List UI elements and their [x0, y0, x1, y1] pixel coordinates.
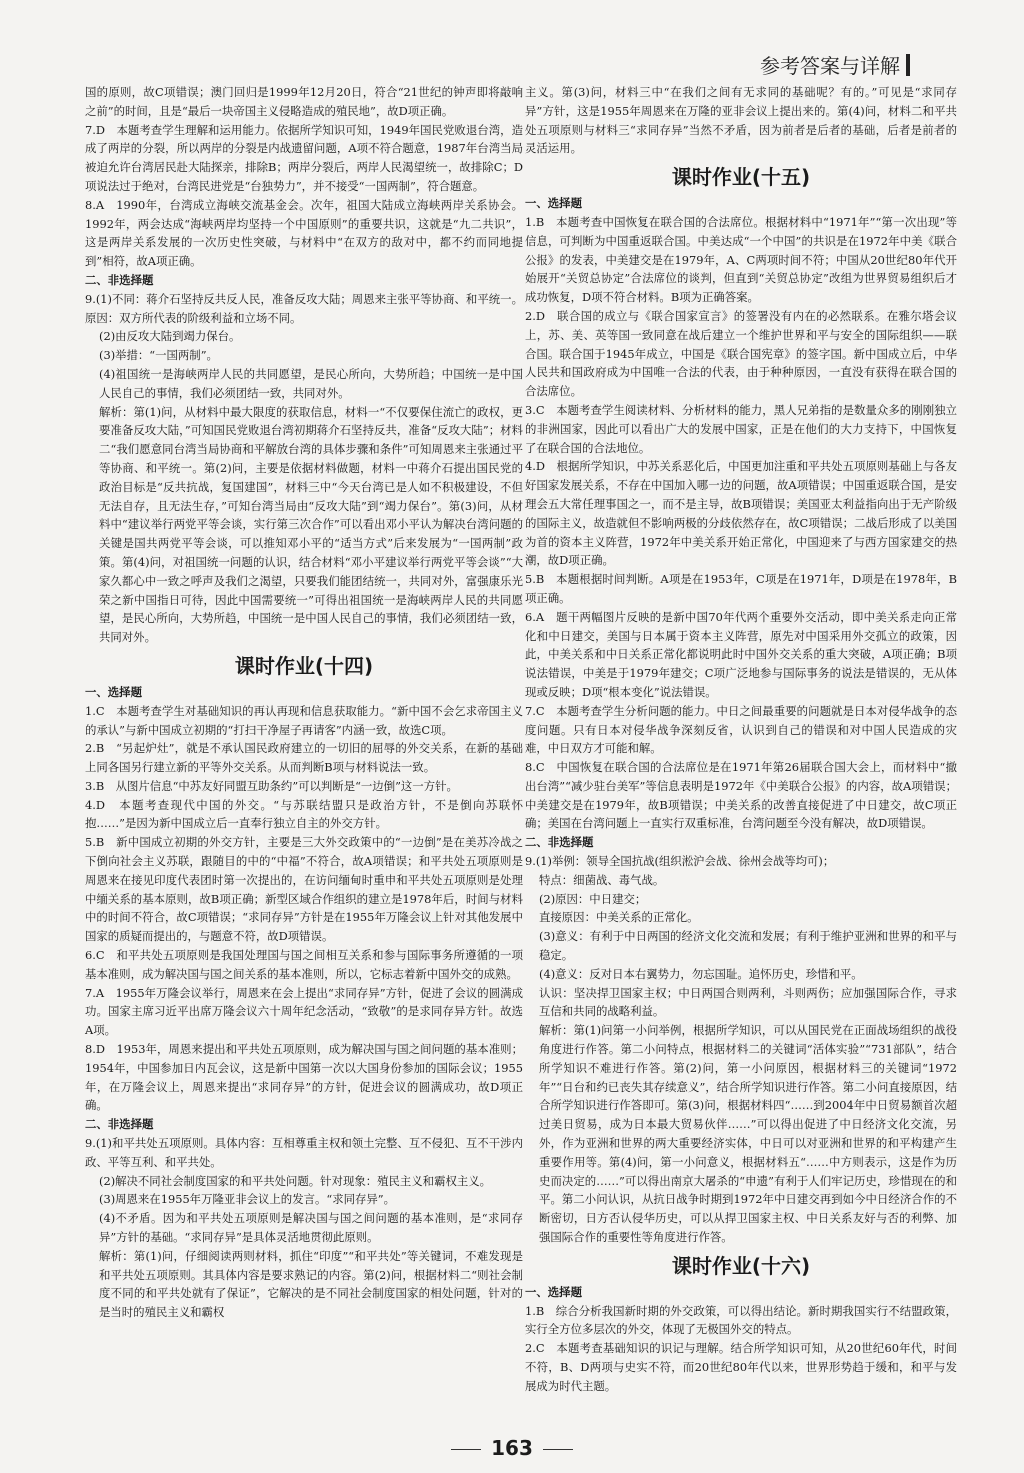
answer-paragraph: (4)不矛盾。因为和平共处五项原则是解决国与国之间问题的基本准则，是“求同存异”方针的基础。“求同存异”是具体灵活地贯彻此原则。	[99, 1211, 523, 1245]
section-heading: 一、选择题	[525, 196, 582, 211]
answer-paragraph: 9.(1)不同：蒋介石坚持反共反人民，准备反攻大陆；周恩来主张平等协商、和平统一。原因：双方所代表的阶级利益和立场不同。	[85, 291, 523, 325]
answer-paragraph: 6.A 题干两幅图片反映的是新中国70年代两个重要外交活动，即中美关系走向正常化和中日建交，美国与日本属于资本主义阵营，原先对中国采用外交孤立的政策，因此，中美关系和中日关系正常化都说明此时中国外交关系的重大突破，A项正确；B项说法错误，中美是于1979年建交；C项广泛地参与国际事务的说法是错误的，无从体现或反映；D项“根本变化”说法错误。	[525, 609, 957, 699]
right-column	[525, 83, 957, 1396]
page-number: 163	[491, 1436, 533, 1460]
answer-paragraph: (3)意义：有利于中日两国的经济文化交流和发展；有利于维护亚洲和世界的和平与稳定。	[539, 929, 957, 963]
answer-paragraph: (2)由反攻大陆到竭力保台。	[99, 329, 241, 344]
answer-paragraph: 5.B 新中国成立初期的外交方针，主要是三大外交政策中的“一边倒”是在美苏冷战之下倒向社会主义苏联，跟随目的中的“中福”不符合，故A项错误；和平共处五项原则是周恩来在接见印度代表团时第一次提出的，在访问缅甸时重申和平共处五项原则是处理中缅关系的基本原则，故B项正确；新型区域合作组织的建立是1978年后，时间与材料中的时间不符合，故C项错误；“求同存异”方针是在1955年万隆会议上针对其他发展中国家的质疑而提出的，与题意不符，故D项错误。	[85, 835, 523, 944]
answer-paragraph: 8.A 1990年，台湾成立海峡交流基金会。次年，祖国大陆成立海峡两岸关系协会。1992年，两会达成“海峡两岸均坚持一个中国原则”的重要共识，这就是“九二共识”，这是两岸关系发展的一次历史性突破，与材料中“在双方的敌对中，都不约而同地提到”相符，故A项正确。	[85, 197, 523, 269]
answer-paragraph: 4.D 根据所学知识，中苏关系恶化后，中国更加注重和平共处五项原则基础上与各友好国家发展关系，不存在中国加入哪一边的问题，故A项错误；中国重返联合国，是安理会五大常任理事国之一，而不是主导，故B项错误；美国亚太利益指向出于无产阶级的国际主义，故造就但不影响两极的分歧依然存在，故C项错误；二战后形成了以美国为首的资本主义阵营，1972年中美关系开始正常化，中国迎来了与西方国家建交的热潮，故D项正确。	[525, 459, 957, 568]
answer-paragraph: 9.(1)举例：领导全国抗战(组织淞沪会战、徐州会战等均可)；	[525, 854, 835, 869]
answer-paragraph: 1.B 综合分析我国新时期的外交政策，可以得出结论。新时期我国实行不结盟政策，实行全方位多层次的外交，体现了无极国外交的特点。	[525, 1303, 957, 1337]
answer-paragraph: 6.C 和平共处五项原则是我国处理国与国之间相互关系和参与国际事务所遵循的一项基本准则，成为解决国与国之间关系的基本准则，所以，它标志着新中国外交的成熟。	[85, 948, 523, 981]
homework-title: 课时作业(十四)	[234, 653, 374, 678]
section-heading: 一、选择题	[525, 1284, 582, 1299]
answer-paragraph: 认识：坚决捍卫国家主权；中日两国合则两利，斗则两伤；应加强国际合作，寻求互信和共同的战略利益。	[539, 985, 957, 1019]
answer-paragraph: (3)周恩来在1955年万隆亚非会议上的发言。“求同存异”。	[99, 1192, 395, 1207]
answer-paragraph: 国的原则，故C项错误；澳门回归是1999年12月20日，符合“21世纪的钟声即将敲响之前”的时间，且是“最后一块帝国主义侵略造成的殖民地”，故D项正确。	[85, 85, 523, 118]
page-footer	[0, 1436, 1024, 1460]
section-heading: 二、非选择题	[85, 1117, 154, 1132]
answer-paragraph: (3)举措：“一国两制”。	[99, 348, 218, 363]
answer-paragraph: 解析：第(1)问，仔细阅读两则材料，抓住“印度”“和平共处”等关键词，不难发现是和平共处五项原则。其具体内容是要求熟记的内容。第(2)问，根据材料二“则社会制度不同的和平共处就有了保证”，它解决的是不同社会制度国家的相处问题，针对的是当时的殖民主义和霸权	[99, 1248, 523, 1320]
header-bar	[906, 54, 910, 76]
answer-paragraph: (4)祖国统一是海峡两岸人民的共同愿望，是民心所向，大势所趋；中国统一是中国人民自己的事情，我们必须团结一致，共同对外。	[99, 366, 523, 400]
answer-paragraph: 5.B 本题根据时间判断。A项是在1953年，C项是在1971年，D项是在1978年，B项正确。	[525, 572, 957, 605]
answer-paragraph: 主义。第(3)问，材料三中“在我们之间有无求同的基础呢？有的。”可见是“求同存异”方针，这是1955年周恩来在万隆的亚非会议上提出来的。第(4)问，材料二和平共处五项原则与材料三“求同存异”当然不矛盾，因为前者是后者的基础，后者是前者的灵活运用。	[525, 85, 957, 156]
section-heading: 二、非选择题	[525, 835, 594, 850]
left-column	[85, 83, 523, 1322]
section-heading: 二、非选择题	[85, 272, 154, 287]
answer-paragraph: (2)原因：中日建交；	[539, 891, 647, 906]
answer-paragraph: 7.D 本题考查学生理解和运用能力。依据所学知识可知，1949年国民党败退台湾，造成了两岸的分裂，所以两岸的分裂是内战遗留问题，A项不符合题意，1987年台湾当局被迫允许台湾居民赴大陆探亲，排除B；两岸分裂后，两岸人民渴望统一，故排除C；D项说法过于绝对，台湾民进党是“台独势力”，并不接受“一国两制”，符合题意。	[85, 122, 523, 193]
answer-paragraph: 解析：第(1)问，从材料中最大限度的获取信息，材料一“不仅要保住流亡的政权，更要准备反攻大陆，”可知国民党败退台湾初期蒋介石坚持反共，准备“反攻大陆”；材料二“我们愿意同台湾当局协商和平解放台湾的具体步骤和条件”可知周恩来主张通过平等协商、和平统一。第(2)问，主要是依据材料做题，材料一中蒋介石提出国民党的政治目标是“反共抗战，复国建国”，材料三中“今天台湾已是人如不积极建设，不但无法自存，且无法生存，”可知台湾当局由“反攻大陆”到“竭力保台”。第(3)问，从材料中“建议举行两党平等会谈，实行第三次合作”可以看出邓小平认为解决台湾问题的关键是国共两党平等会谈，可以推知邓小平的“适当方式”后来发展为“一国两制”政策。第(4)问，对祖国统一问题的认识，结合材料“邓小平建议举行两党平等会谈”“大家久都心中一致之呼声及我们之渴望，只要我们能团结统一，共同对外，富强康乐光荣之新中国指日可待，因此中国需要统一”可得出祖国统一是海峡两岸人民的共同愿望，是民心所向，大势所趋，中国统一是中国人民自己的事情，我们必须团结一致，共同对外。	[99, 404, 523, 645]
answer-paragraph: 1.C 本题考查学生对基础知识的再认再现和信息获取能力。“新中国不会乞求帝国主义的承认”与新中国成立初期的“打扫干净屋子再请客”内涵一致，故选C项。	[85, 703, 523, 737]
section-heading: 一、选择题	[85, 684, 142, 699]
answer-paragraph: 2.C 本题考查基础知识的识记与理解。结合所学知识可知，从20世纪60年代，时间不符，B、D两项与史实不符，而20世纪80年代以来，世界形势趋于缓和，和平与发展成为时代主题。	[525, 1341, 957, 1393]
page-header	[760, 50, 960, 80]
answer-paragraph: 9.(1)和平共处五项原则。具体内容：互相尊重主权和领土完整、互不侵犯、互不干涉内政、平等互利、和平共处。	[85, 1136, 523, 1169]
answer-paragraph: 直接原因：中美关系的正常化。	[539, 910, 699, 925]
footer-dash-left	[451, 1449, 481, 1450]
homework-title: 课时作业(十五)	[671, 165, 811, 190]
answer-paragraph: 特点：细菌战、毒气战。	[539, 872, 665, 887]
answer-paragraph: 7.A 1955年万隆会议举行，周恩来在会上提出“求同存异”方针，促进了会议的圆满成功。国家主席习近平出席万隆会议六十周年纪念活动，“致敬”的是求同存异方针。故选A项。	[85, 985, 523, 1038]
header-title: 参考答案与详解	[760, 54, 900, 78]
answer-paragraph: 2.B “另起炉灶”，就是不承认国民政府建立的一切旧的屈辱的外交关系，在新的基础上同各国另行建立新的平等外交关系。从而判断B项与材料说法一致。	[85, 741, 523, 775]
answer-paragraph: 4.D 本题考查现代中国的外交。“与苏联结盟只是政治方针，不是倒向苏联怀抱……”是因为新中国成立后一直奉行独立自主的外交方针。	[85, 797, 523, 831]
answer-paragraph: (4)意义：反对日本右翼势力，勿忘国耻。追怀历史，珍惜和平。	[539, 966, 863, 981]
answer-paragraph: 3.C 本题考查学生阅读材料、分析材料的能力，黑人兄弟指的是数量众多的刚刚独立的非洲国家，因此可以看出广大的发展中国家，正是在他们的大力支持下，中国恢复了在联合国的合法地位。	[525, 402, 957, 455]
answer-paragraph: 8.C 中国恢复在联合国的合法席位是在1971年第26届联合国大会上，而材料中“撤出台湾”“减少驻台美军”等信息表明是1972年《中美联合公报》的内容，故A项错误；中美建交是在1979年，故B项错误；中美关系的改善直接促进了中日建交，故C项正确；美国在台湾问题上一直实行双重标准，台湾问题至今没有解决，故D项错误。	[525, 760, 957, 831]
homework-title: 课时作业(十六)	[671, 1253, 811, 1278]
answer-paragraph: 3.B 从图片信息“中苏友好同盟互助条约”可以判断是“一边倒”这一方针。	[85, 778, 458, 793]
answer-paragraph: 8.D 1953年，周恩来提出和平共处五项原则，成为解决国与国之间问题的基本准则；1954年，中国参加日内瓦会议，这是新中国第一次以大国身份参加的国际会议；1955年，在万隆会议上，周恩来提出“求同存异”的方针，促进会议的圆满成功，故D项正确。	[85, 1042, 523, 1113]
answer-paragraph: 2.D 联合国的成立与《联合国家宣言》的签署没有内在的必然联系。在雅尔塔会议上，苏、美、英等国一致同意在战后建立一个维护世界和平与安全的国际组织——联合国。联合国于1945年成立，中国是《联合国宪章》的签字国。新中国成立后，中华人民共和国政府成为中国唯一合法的代表，由于种种原因，一直没有获得在联合国的合法席位。	[525, 308, 957, 399]
answer-paragraph: 解析：第(1)问第一小问举例，根据所学知识，可以从国民党在正面战场组织的战役角度进行作答。第二小问特点，根据材料二的关键词“活体实验”“731部队”，结合所学知识不难进行作答。第(2)问，第一小问原因，根据材料三的关键词“1972年”“日台和约已丧失其存续意义”，结合所学知识进行作答。第二小问直接原因，结合所学知识进行作答即可。第(3)问，根据材料四“……到2004年中日贸易额首次超过美日贸易，成为日本最大贸易伙伴……”可以得出促进了中日经济文化交流，另外，作为亚洲和世界的两大重要经济实体，中日可以对亚洲和世界的和平构建产生重要作用等。第(4)问，第一小问意义，根据材料五“……中方则表示，这是作为历史而决定的……”可以得出南京大屠杀的“申遗”有利于人们牢记历史，珍惜现在的和平。第二小问认识，从抗日战争时期到1972年中日建交再到如今中日经济合作的不断密切，日方否认侵华历史，可以从捍卫国家主权、中日关系友好与否的利弊、加强国际合作的重要性等角度进行作答。	[539, 1023, 957, 1245]
footer-dash-right	[543, 1449, 573, 1450]
answer-paragraph: (2)解决不同社会制度国家的和平共处问题。针对现象：殖民主义和霸权主义。	[99, 1173, 492, 1188]
answer-paragraph: 7.C 本题考查学生分析问题的能力。中日之间最重要的问题就是日本对侵华战争的态度问题。只有日本对侵华战争深刻反省，认识到自己的错误和对中国人民造成的灾难，中日双方才可能和解。	[525, 703, 957, 756]
answer-paragraph: 1.B 本题考查中国恢复在联合国的合法席位。根据材料中“1971年”“第一次出现”等信息，可判断为中国重返联合国。中美达成“一个中国”的共识是在1972年中美《联合公报》的发表，中美建交是在1979年，A、C两项时间不符；中国从20世纪80年代开始展开“关贸总协定”合法席位的谈判，但直到“关贸总协定”改组为世界贸易组织后才成功恢复，D项不符合材料。B项为正确答案。	[525, 214, 957, 305]
